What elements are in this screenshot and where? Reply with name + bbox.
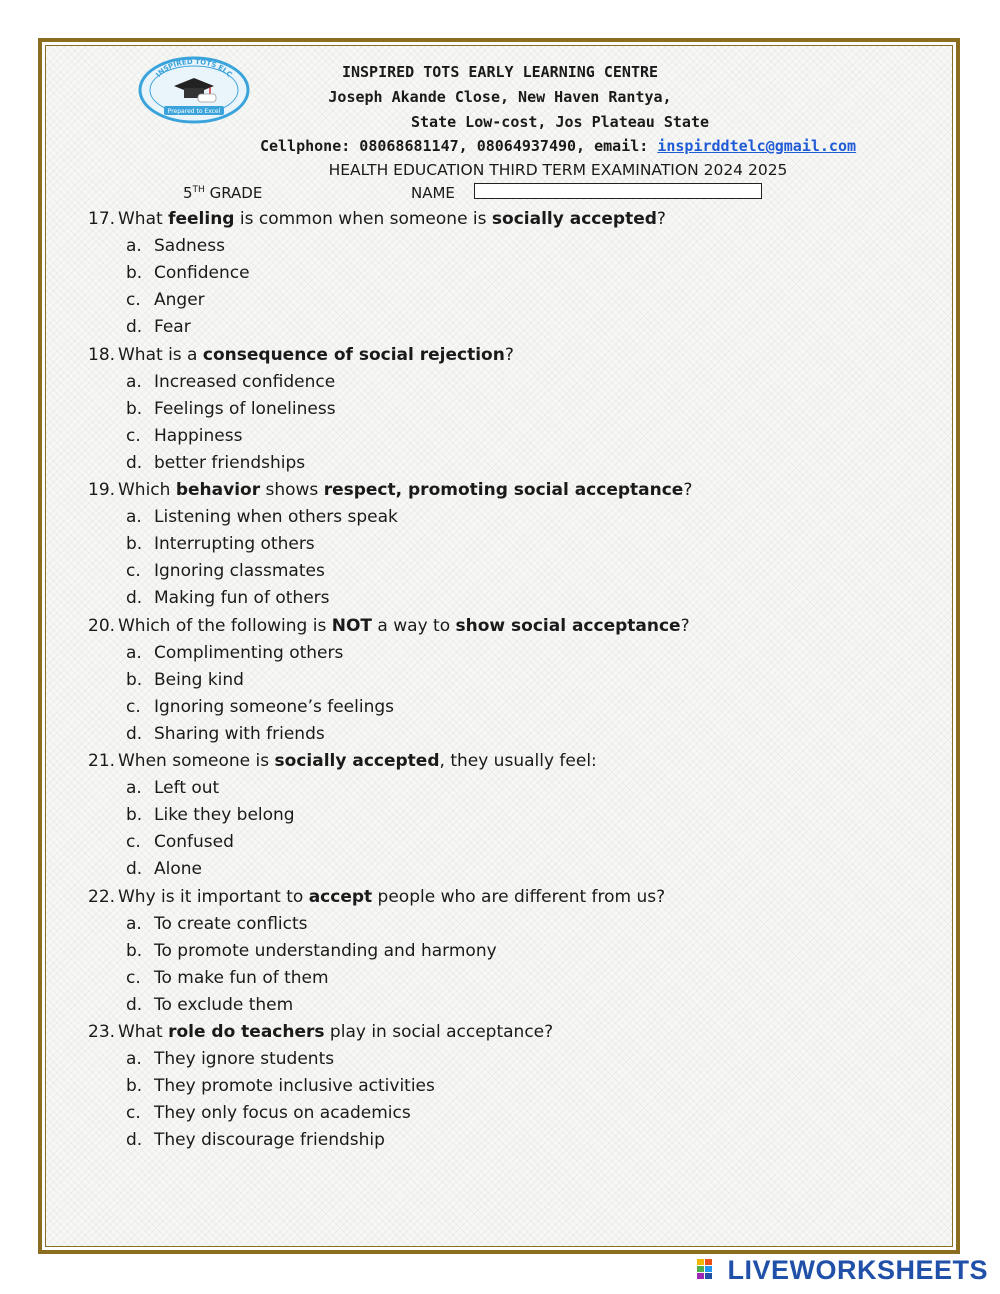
option-20-b[interactable]: b. Being kind xyxy=(126,669,244,690)
option-18-b[interactable]: b. Feelings of loneliness xyxy=(126,398,336,419)
option-17-c[interactable]: c. Anger xyxy=(126,290,205,311)
option-18-c[interactable]: c. Happiness xyxy=(126,425,243,446)
option-20-d[interactable]: d. Sharing with friends xyxy=(126,723,325,744)
option-23-c[interactable]: c. They only focus on academics xyxy=(126,1103,411,1124)
option-22-c[interactable]: c. To make fun of them xyxy=(126,967,329,988)
question-20: 20. Which of the following is NOT a way to show social acceptance? xyxy=(88,615,690,636)
logo-text: INSPIRED TOTS ELC xyxy=(154,57,234,79)
address-line-2: State Low-cost, Jos Plateau State xyxy=(410,113,709,131)
option-17-a[interactable]: a. Sadness xyxy=(126,236,225,257)
question-17: 17. What feeling is common when someone is socially accepted? xyxy=(88,209,666,229)
option-22-d[interactable]: d. To exclude them xyxy=(126,994,294,1015)
option-20-c[interactable]: c. Ignoring someone’s feelings xyxy=(126,696,395,717)
option-18-d[interactable]: d. better friendships xyxy=(126,452,306,473)
option-17-b[interactable]: b. Confidence xyxy=(126,263,250,284)
liveworksheets-text: LIVEWORKSHEETS xyxy=(727,1254,988,1285)
question-21: 21. When someone is socially accepted, they usually feel: xyxy=(88,751,597,771)
question-18: 18. What is a consequence of social rejection? xyxy=(88,344,514,365)
option-21-b[interactable]: b. Like they belong xyxy=(126,805,295,826)
option-23-d[interactable]: d. They discourage friendship xyxy=(126,1130,385,1151)
address-line-1: Joseph Akande Close, New Haven Rantya, xyxy=(328,88,672,106)
option-19-c[interactable]: c. Ignoring classmates xyxy=(126,561,325,582)
school-name: INSPIRED TOTS EARLY LEARNING CENTRE xyxy=(341,63,659,81)
liveworksheets-watermark xyxy=(697,1254,988,1286)
option-18-a[interactable]: a. Increased confidence xyxy=(126,371,336,392)
name-input[interactable] xyxy=(474,183,762,199)
option-17-d[interactable]: d. Fear xyxy=(126,317,191,338)
option-23-b[interactable]: b. They promote inclusive activities xyxy=(126,1076,435,1097)
option-19-a[interactable]: a. Listening when others speak xyxy=(126,507,398,528)
option-20-a[interactable]: a. Complimenting others xyxy=(126,642,344,663)
option-19-d[interactable]: d. Making fun of others xyxy=(126,588,330,609)
contact-text: Cellphone: 08068681147, 08064937490, email: xyxy=(259,137,658,155)
option-19-b[interactable]: b. Interrupting others xyxy=(126,534,315,555)
option-21-c[interactable]: c. Confused xyxy=(126,832,234,853)
option-21-d[interactable]: d. Alone xyxy=(126,859,202,880)
exam-title: HEALTH EDUCATION THIRD TERM EXAMINATION 2024 2025 xyxy=(328,161,788,179)
question-22: 22. Why is it important to accept people who are different from us? xyxy=(88,886,666,907)
logo-ribbon-text: Prepared to Excel xyxy=(167,108,221,115)
option-21-a[interactable]: a. Left out xyxy=(126,778,220,799)
contact-line xyxy=(58,137,1000,155)
option-22-a[interactable]: a. To create conflicts xyxy=(126,913,308,934)
grade-label: 5TH GRADE xyxy=(183,184,263,202)
email-link[interactable]: inspirddtelc@gmail.com xyxy=(657,137,857,155)
name-label: NAME xyxy=(411,184,455,202)
question-23: 23. What role do teachers play in social acceptance? xyxy=(88,1022,554,1042)
option-22-b[interactable]: b. To promote understanding and harmony xyxy=(126,940,497,961)
question-19: 19. Which behavior shows respect, promoting social acceptance? xyxy=(88,480,693,500)
option-23-a[interactable]: a. They ignore students xyxy=(126,1049,335,1070)
liveworksheets-logo-icon xyxy=(697,1259,721,1281)
